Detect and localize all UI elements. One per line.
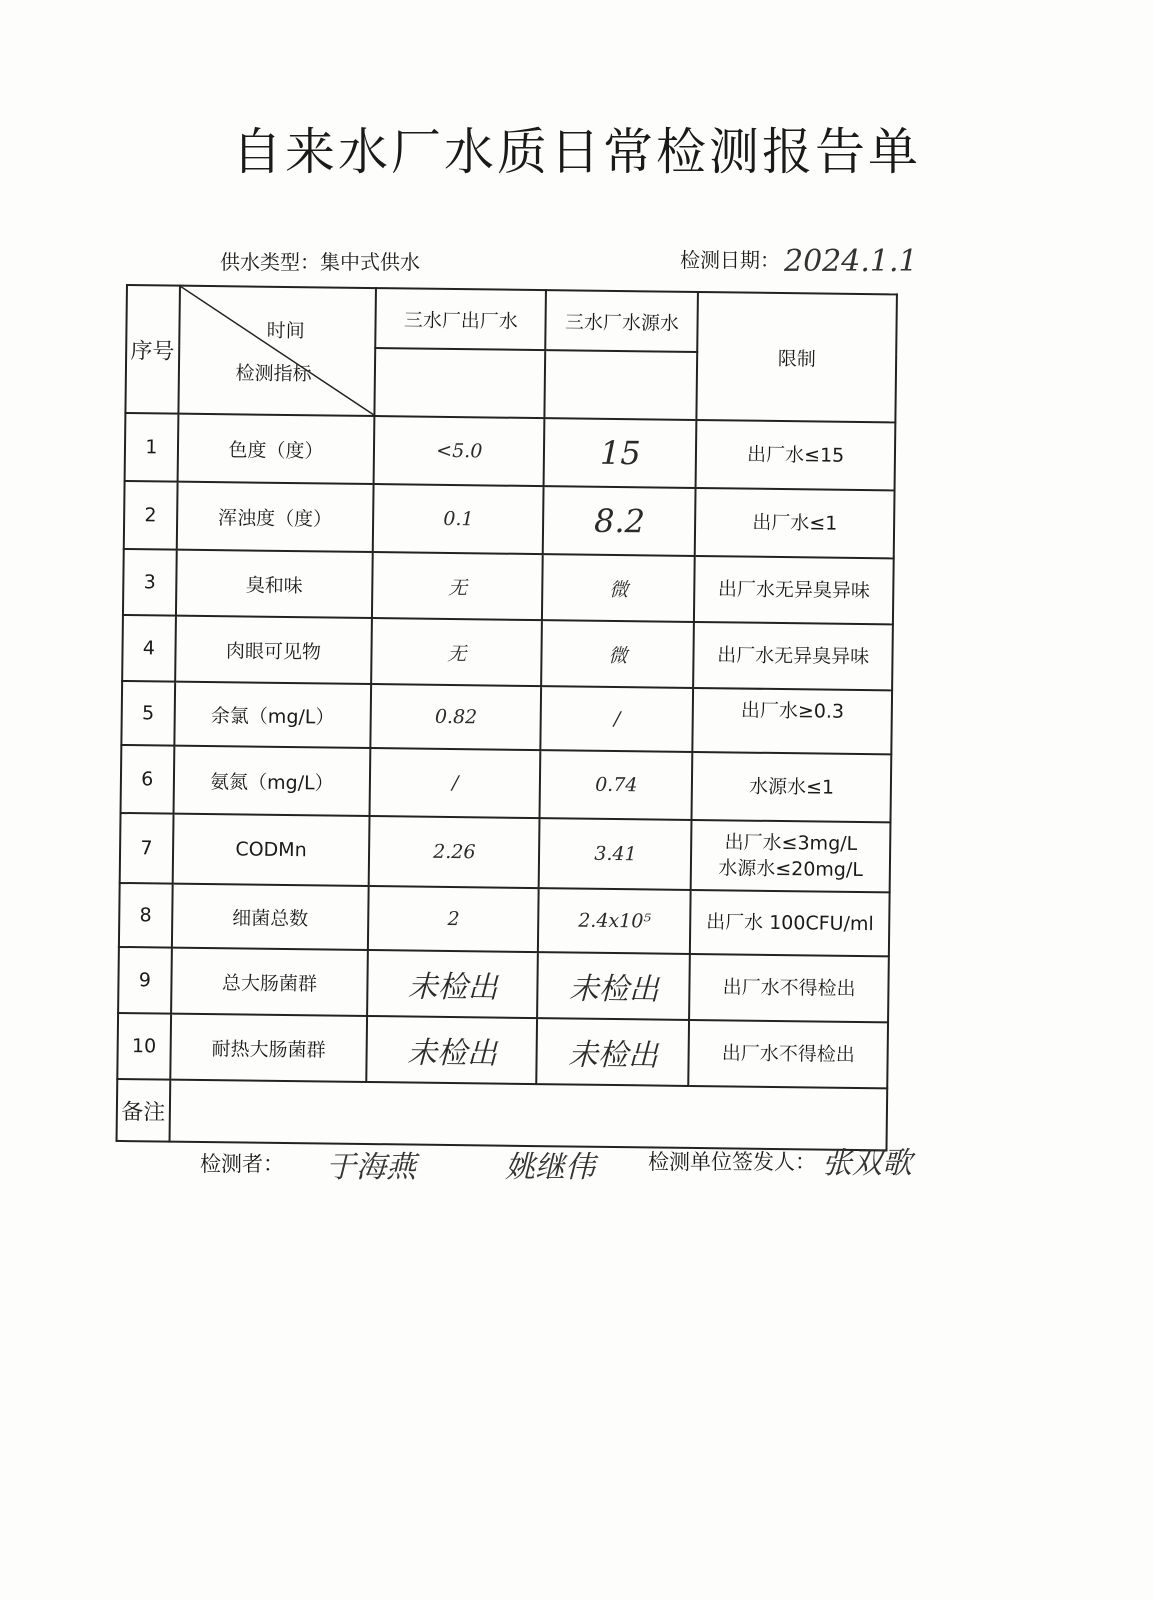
- row-indicator: 浑浊度（度）: [176, 482, 373, 552]
- table-row: [120, 813, 891, 892]
- row-value-source: 3.41: [539, 818, 692, 890]
- issuer-signature: 张双歌: [822, 1146, 912, 1181]
- header-col2-blank: [545, 350, 698, 420]
- table-row: [123, 549, 894, 624]
- row-value-effluent: 0.1: [373, 484, 544, 554]
- tester-signature-1: 于海燕: [326, 1150, 416, 1185]
- diagonal-line: [179, 287, 375, 415]
- table-row: [121, 681, 892, 754]
- remark-row: [117, 1079, 888, 1150]
- row-indicator: 余氯（mg/L）: [174, 682, 371, 748]
- table-row: [121, 745, 892, 822]
- row-limit: 出厂水≤1: [695, 488, 894, 558]
- table-row: [122, 615, 893, 690]
- row-indicator: 细菌总数: [172, 884, 369, 950]
- row-value-effluent: <5.0: [374, 416, 545, 486]
- row-indicator: 氨氮（mg/L）: [173, 746, 370, 816]
- row-value-source: 微: [542, 554, 695, 622]
- header-col1-blank: [375, 348, 546, 418]
- remark-content: [169, 1080, 887, 1151]
- tester-label: 检测者：: [200, 1152, 284, 1176]
- header-diagonal-cell: [178, 286, 376, 416]
- row-limit: 出厂水无异臭异味: [693, 622, 892, 690]
- test-date: [680, 240, 918, 279]
- row-number: 1: [125, 413, 178, 482]
- row-number: 3: [123, 549, 176, 616]
- issuer-label: 检测单位签发人：: [648, 1150, 816, 1174]
- row-value-effluent: 0.82: [371, 684, 542, 750]
- supply-type: 供水类型：集中式供水: [220, 250, 420, 274]
- row-value-effluent: /: [370, 748, 541, 818]
- table-row: [117, 1013, 888, 1088]
- row-value-source: 8.2: [543, 486, 696, 556]
- row-indicator: 肉眼可见物: [175, 616, 372, 684]
- row-value-source: 15: [544, 418, 697, 488]
- row-number: 9: [118, 947, 171, 1014]
- row-number: 4: [122, 615, 175, 682]
- row-number: 10: [117, 1013, 170, 1080]
- row-indicator: 色度（度）: [177, 414, 374, 484]
- row-value-source: 微: [542, 620, 695, 688]
- row-value-effluent: 无: [371, 618, 542, 686]
- header-indicator: 检测指标: [235, 362, 312, 386]
- table-row: [118, 947, 889, 1022]
- row-indicator: CODMn: [172, 814, 369, 886]
- row-number: 5: [121, 681, 174, 746]
- row-number: 7: [120, 813, 174, 884]
- row-limit: 水源水≤1: [692, 752, 891, 822]
- row-value-source: /: [541, 686, 694, 752]
- row-number: 8: [119, 883, 172, 948]
- table-row: [125, 413, 896, 490]
- row-limit: [691, 820, 890, 892]
- row-limit: 出厂水不得检出: [689, 954, 888, 1022]
- row-value-effluent: 无: [372, 552, 543, 620]
- row-number: 2: [124, 481, 177, 550]
- page-title: 自来水厂水质日常检测报告单: [232, 123, 921, 181]
- row-value-effluent: 2: [368, 886, 539, 952]
- row-limit: 出厂水≥0.3: [693, 688, 892, 754]
- row-limit-line1: 出厂水≤3mg/L: [724, 831, 858, 855]
- remark-label: 备注: [117, 1079, 170, 1142]
- test-date-label: 检测日期：: [680, 248, 780, 272]
- header-col2: 三水厂水源水: [546, 290, 699, 352]
- row-limit: 出厂水≤15: [696, 420, 895, 490]
- row-value-effluent: 未检出: [367, 950, 538, 1018]
- row-number: 6: [121, 745, 174, 814]
- row-value-source: 未检出: [537, 1018, 690, 1086]
- report-table: [116, 284, 898, 1151]
- header-seq: 序号: [125, 285, 179, 414]
- row-limit: 出厂水不得检出: [689, 1020, 888, 1088]
- row-value-source: 未检出: [537, 952, 690, 1020]
- row-value-source: 2.4x10⁵: [538, 888, 691, 954]
- test-date-value: 2024.1.1: [784, 244, 918, 279]
- header-col1: 三水厂出厂水: [375, 288, 546, 350]
- row-limit-line2: 水源水≤20mg/L: [718, 857, 864, 882]
- row-value-effluent: 未检出: [366, 1016, 537, 1084]
- table-row: [124, 481, 895, 558]
- row-limit: 出厂水无异臭异味: [694, 556, 893, 624]
- header-limit: 限制: [697, 292, 897, 422]
- table-row: [119, 883, 890, 956]
- row-indicator: 总大肠菌群: [171, 948, 368, 1016]
- header-time: 时间: [266, 319, 305, 343]
- row-value-source: 0.74: [540, 750, 693, 820]
- row-indicator: 臭和味: [176, 550, 373, 618]
- tester-signature-2: 姚继伟: [505, 1150, 595, 1185]
- row-value-effluent: 2.26: [369, 816, 540, 888]
- row-indicator: 耐热大肠菌群: [170, 1014, 367, 1082]
- row-limit: 出厂水 100CFU/ml: [690, 890, 889, 956]
